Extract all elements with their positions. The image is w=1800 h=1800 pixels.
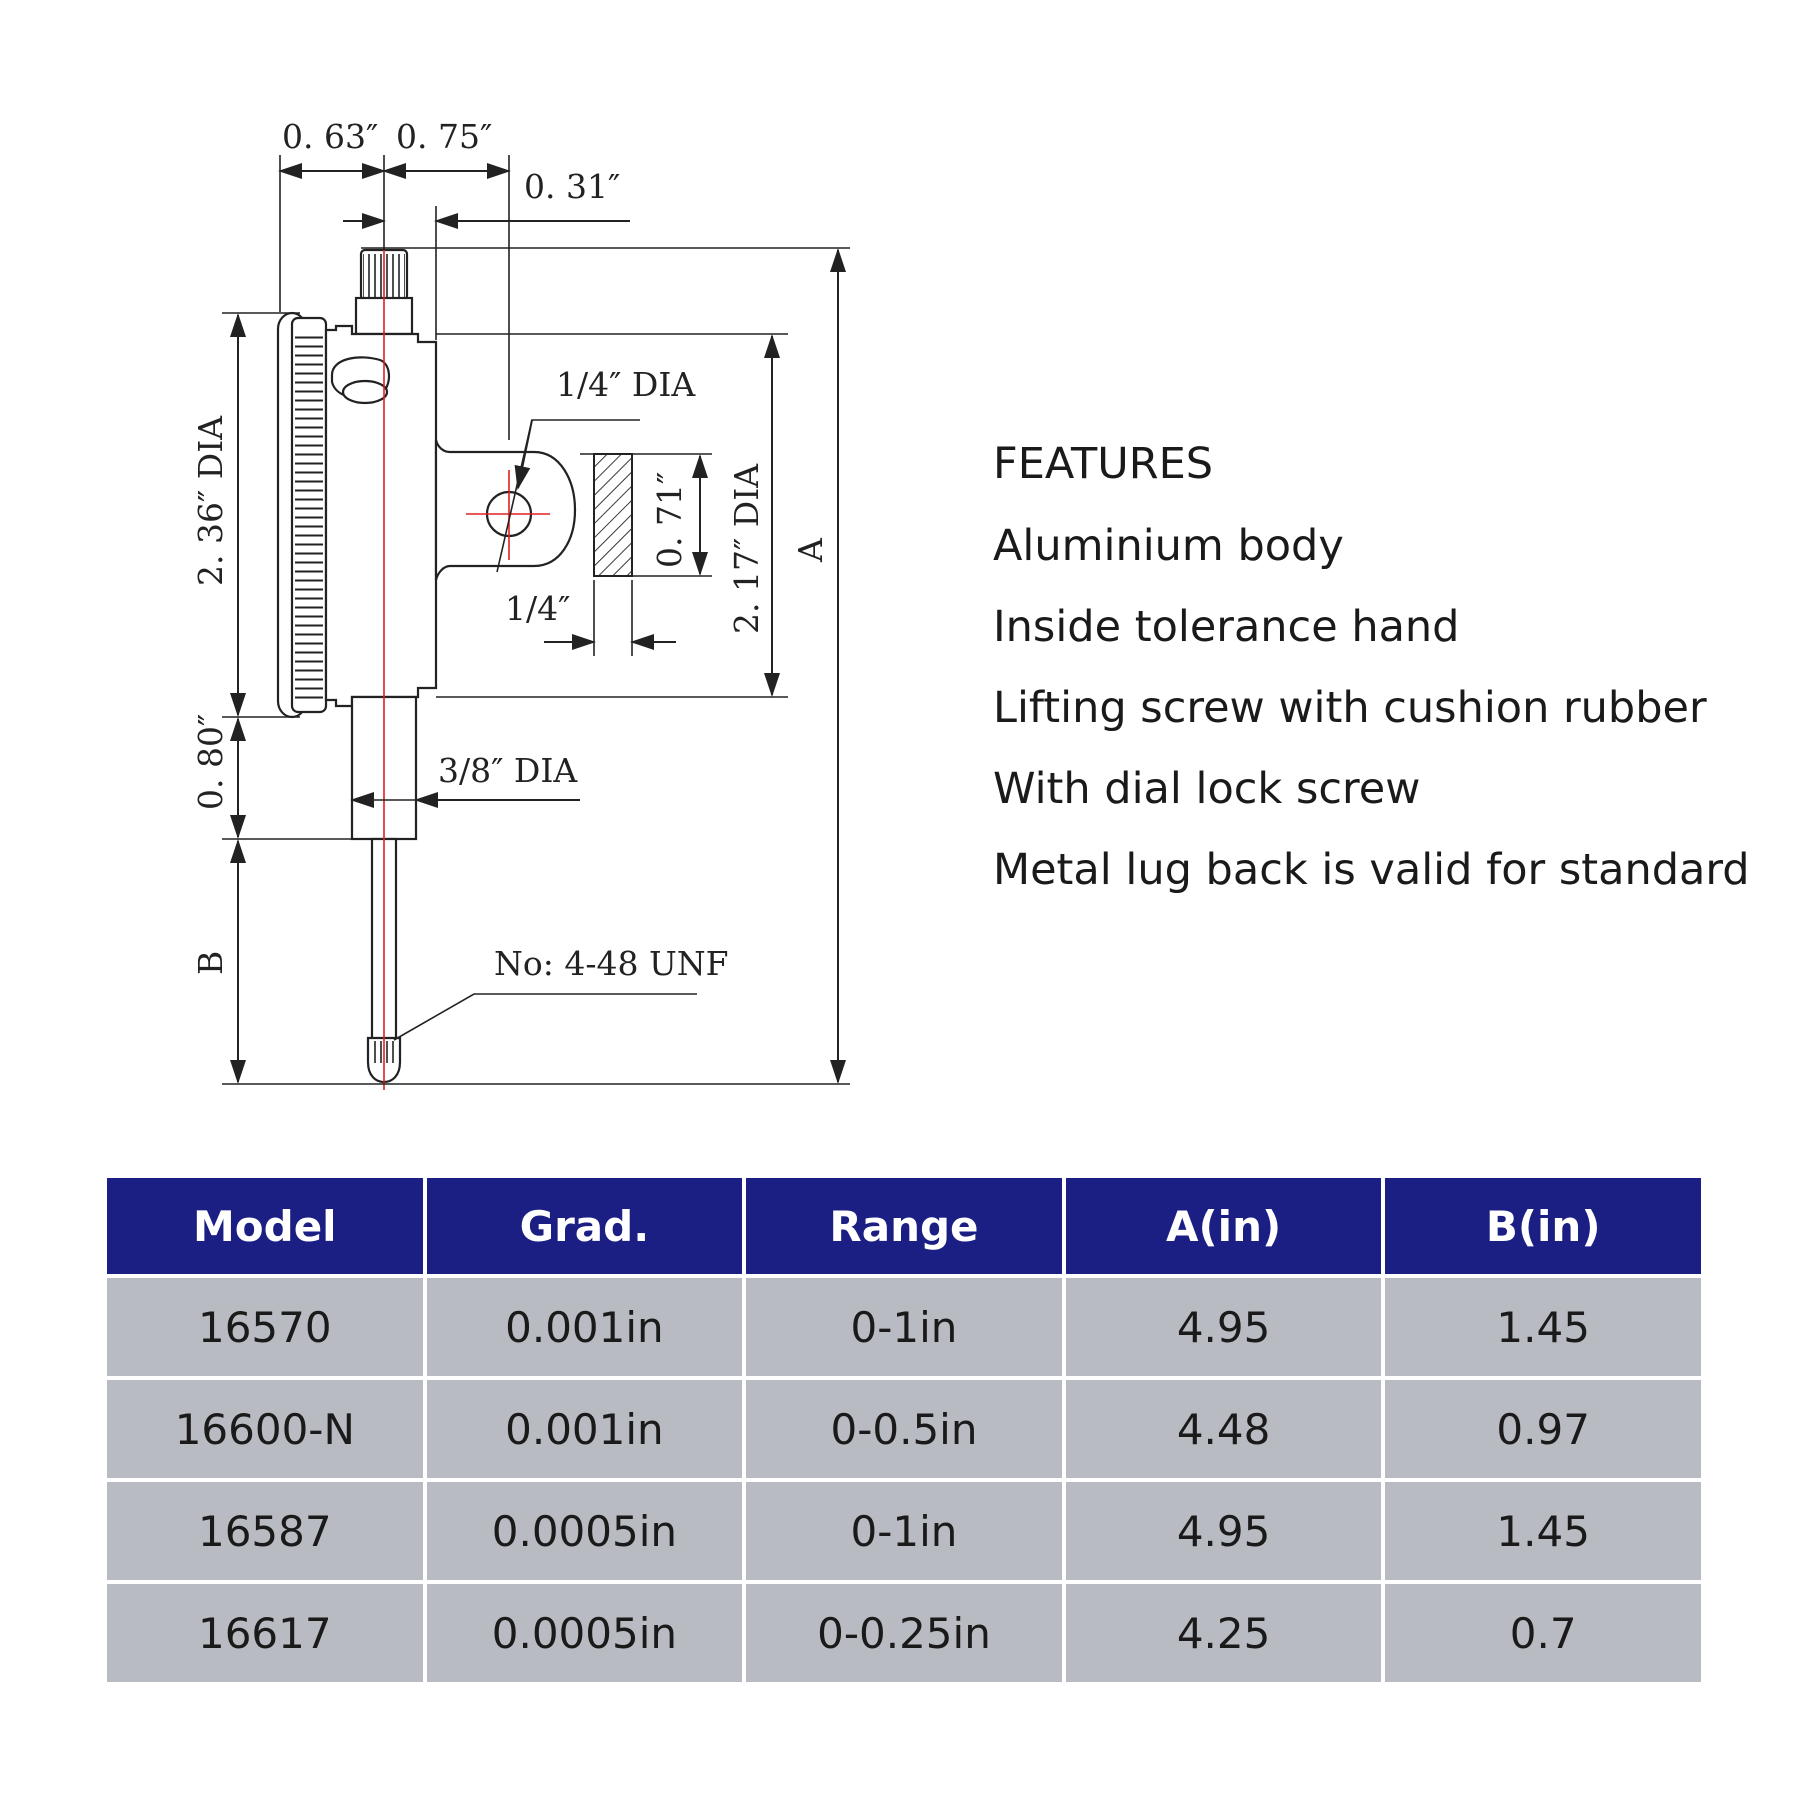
cell-grad: 0.0005in	[427, 1482, 743, 1580]
features-panel	[993, 439, 1750, 927]
col-header-grad: Grad.	[427, 1178, 743, 1274]
dim-031: 0. 31″	[524, 167, 621, 206]
cell-b: 0.97	[1385, 1380, 1701, 1478]
col-header-range: Range	[746, 1178, 1062, 1274]
dim-stem-dia: 3/8″ DIA	[438, 751, 578, 790]
table-header-row	[107, 1178, 1701, 1274]
dim-217-dia: 2. 17″ DIA	[727, 463, 766, 634]
dim-236-dia: 2. 36″ DIA	[191, 415, 230, 586]
cell-model: 16587	[107, 1482, 423, 1580]
cell-a: 4.48	[1066, 1380, 1382, 1478]
dim-071: 0. 71″	[650, 471, 689, 568]
dim-b: B	[191, 950, 230, 975]
table-row	[107, 1278, 1701, 1376]
col-header-model: Model	[107, 1178, 423, 1274]
features-list	[993, 521, 1750, 895]
cell-a: 4.95	[1066, 1278, 1382, 1376]
cell-model: 16600-N	[107, 1380, 423, 1478]
cell-range: 0-1in	[746, 1482, 1062, 1580]
cell-b: 1.45	[1385, 1278, 1701, 1376]
feature-item: Inside tolerance hand	[993, 602, 1460, 652]
feature-item: Aluminium body	[993, 521, 1344, 571]
dim-080: 0. 80″	[191, 713, 230, 810]
col-header-b: B(in)	[1385, 1178, 1701, 1274]
table-row	[107, 1380, 1701, 1478]
indicator-body	[278, 250, 436, 1082]
dim-quarter-dia: 1/4″ DIA	[556, 365, 696, 404]
feature-item: Lifting screw with cushion rubber	[993, 683, 1707, 733]
dim-thread: No: 4-48 UNF	[494, 944, 729, 983]
lug-back	[436, 440, 632, 580]
table-row	[107, 1482, 1701, 1580]
cell-a: 4.25	[1066, 1584, 1382, 1682]
cell-range: 0-0.5in	[746, 1380, 1062, 1478]
col-header-a: A(in)	[1066, 1178, 1382, 1274]
cell-b: 1.45	[1385, 1482, 1701, 1580]
cell-grad: 0.0005in	[427, 1584, 743, 1682]
dim-a: A	[791, 538, 830, 562]
feature-item: With dial lock screw	[993, 764, 1421, 814]
dim-quarter: 1/4″	[505, 589, 571, 628]
cell-a: 4.95	[1066, 1482, 1382, 1580]
cell-range: 0-0.25in	[746, 1584, 1062, 1682]
spec-table	[103, 1174, 1705, 1686]
cell-model: 16617	[107, 1584, 423, 1682]
cell-b: 0.7	[1385, 1584, 1701, 1682]
cell-range: 0-1in	[746, 1278, 1062, 1376]
cell-grad: 0.001in	[427, 1278, 743, 1376]
dim-075: 0. 75″	[396, 117, 493, 156]
cell-model: 16570	[107, 1278, 423, 1376]
feature-item: Metal lug back is valid for standard	[993, 845, 1750, 895]
table-row	[107, 1584, 1701, 1682]
cell-grad: 0.001in	[427, 1380, 743, 1478]
features-title: FEATURES	[993, 439, 1214, 489]
dim-063: 0. 63″	[282, 117, 379, 156]
